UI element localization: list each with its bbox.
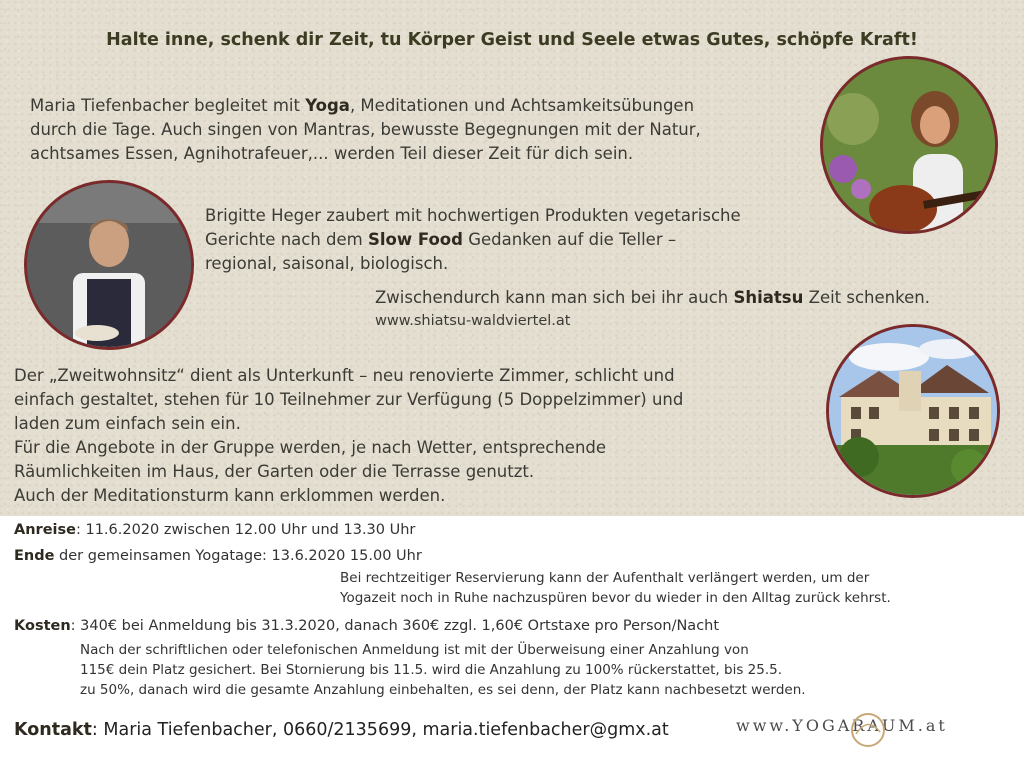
shiatsu-line: Zwischendurch kann man sich bei ihr auch Shiatsu Zeit schenken. [375, 288, 930, 307]
yogaraum-logo[interactable]: www.YOGARAUM.at [736, 716, 948, 735]
ende-line: Ende der gemeinsamen Yogatage: 13.6.2020 15.00 Uhr [14, 548, 422, 564]
kosten-note-2: 115€ dein Platz gesichert. Bei Stornierung bis 11.5. wird die Anzahlung zu 100% rückerstattet, bis 25.5. [80, 662, 783, 678]
maria-line-2: durch die Tage. Auch singen von Mantras, bewusste Begegnungen mit der Natur, [30, 120, 701, 139]
house-photo [826, 324, 1000, 498]
brigitte-photo [24, 180, 194, 350]
brigitte-line-1: Brigitte Heger zaubert mit hochwertigen Produkten vegetarische [205, 206, 741, 225]
accommodation-line-2: einfach gestaltet, stehen für 10 Teilnehmer zur Verfügung (5 Doppelzimmer) und [14, 390, 684, 409]
kosten-note-1: Nach der schriftlichen oder telefonischen Anmeldung ist mit der Überweisung einer Anzahlung von [80, 642, 749, 658]
accommodation-line-6: Auch der Meditationsturm kann erklommen werden. [14, 486, 446, 505]
accommodation-line-1: Der „Zweitwohnsitz“ dient als Unterkunft – neu renovierte Zimmer, schlicht und [14, 366, 675, 385]
maria-line-3: achtsames Essen, Agnihotrafeuer,... werden Teil dieser Zeit für dich sein. [30, 144, 634, 163]
accommodation-line-4: Für die Angebote in der Gruppe werden, je nach Wetter, entsprechende [14, 438, 607, 457]
ende-note-1: Bei rechtzeitiger Reservierung kann der Aufenthalt verlängert werden, um der [340, 570, 870, 586]
kontakt-line: Kontakt: Maria Tiefenbacher, 0660/2135699, maria.tiefenbacher@gmx.at [14, 720, 669, 740]
accommodation-line-5: Räumlichkeiten im Haus, der Garten oder die Terrasse genutzt. [14, 462, 535, 481]
maria-photo [820, 56, 998, 234]
sun-swirl-icon [848, 710, 888, 750]
kosten-note-3: zu 50%, danach wird die gesamte Anzahlung einbehalten, es sei denn, der Platz kann nachbesetzt werden. [80, 682, 806, 698]
ende-note-2: Yogazeit noch in Ruhe nachzuspüren bevor du wieder in den Alltag zurück kehrst. [340, 590, 891, 606]
anreise-line: Anreise: 11.6.2020 zwischen 12.00 Uhr und 13.30 Uhr [14, 522, 416, 538]
brigitte-line-3: regional, saisonal, biologisch. [205, 254, 449, 273]
kosten-line: Kosten: 340€ bei Anmeldung bis 31.3.2020, danach 360€ zzgl. 1,60€ Ortstaxe pro Person/Nacht [14, 618, 720, 634]
maria-line-1: Maria Tiefenbacher begleitet mit Yoga, Meditationen und Achtsamkeitsübungen [30, 96, 695, 115]
accommodation-line-3: laden zum einfach sein ein. [14, 414, 241, 433]
shiatsu-website-link[interactable]: www.shiatsu-waldviertel.at [375, 313, 571, 329]
brigitte-line-2: Gerichte nach dem Slow Food Gedanken auf die Teller – [205, 230, 677, 249]
page-headline: Halte inne, schenk dir Zeit, tu Körper Geist und Seele etwas Gutes, schöpfe Kraft! [106, 30, 918, 50]
